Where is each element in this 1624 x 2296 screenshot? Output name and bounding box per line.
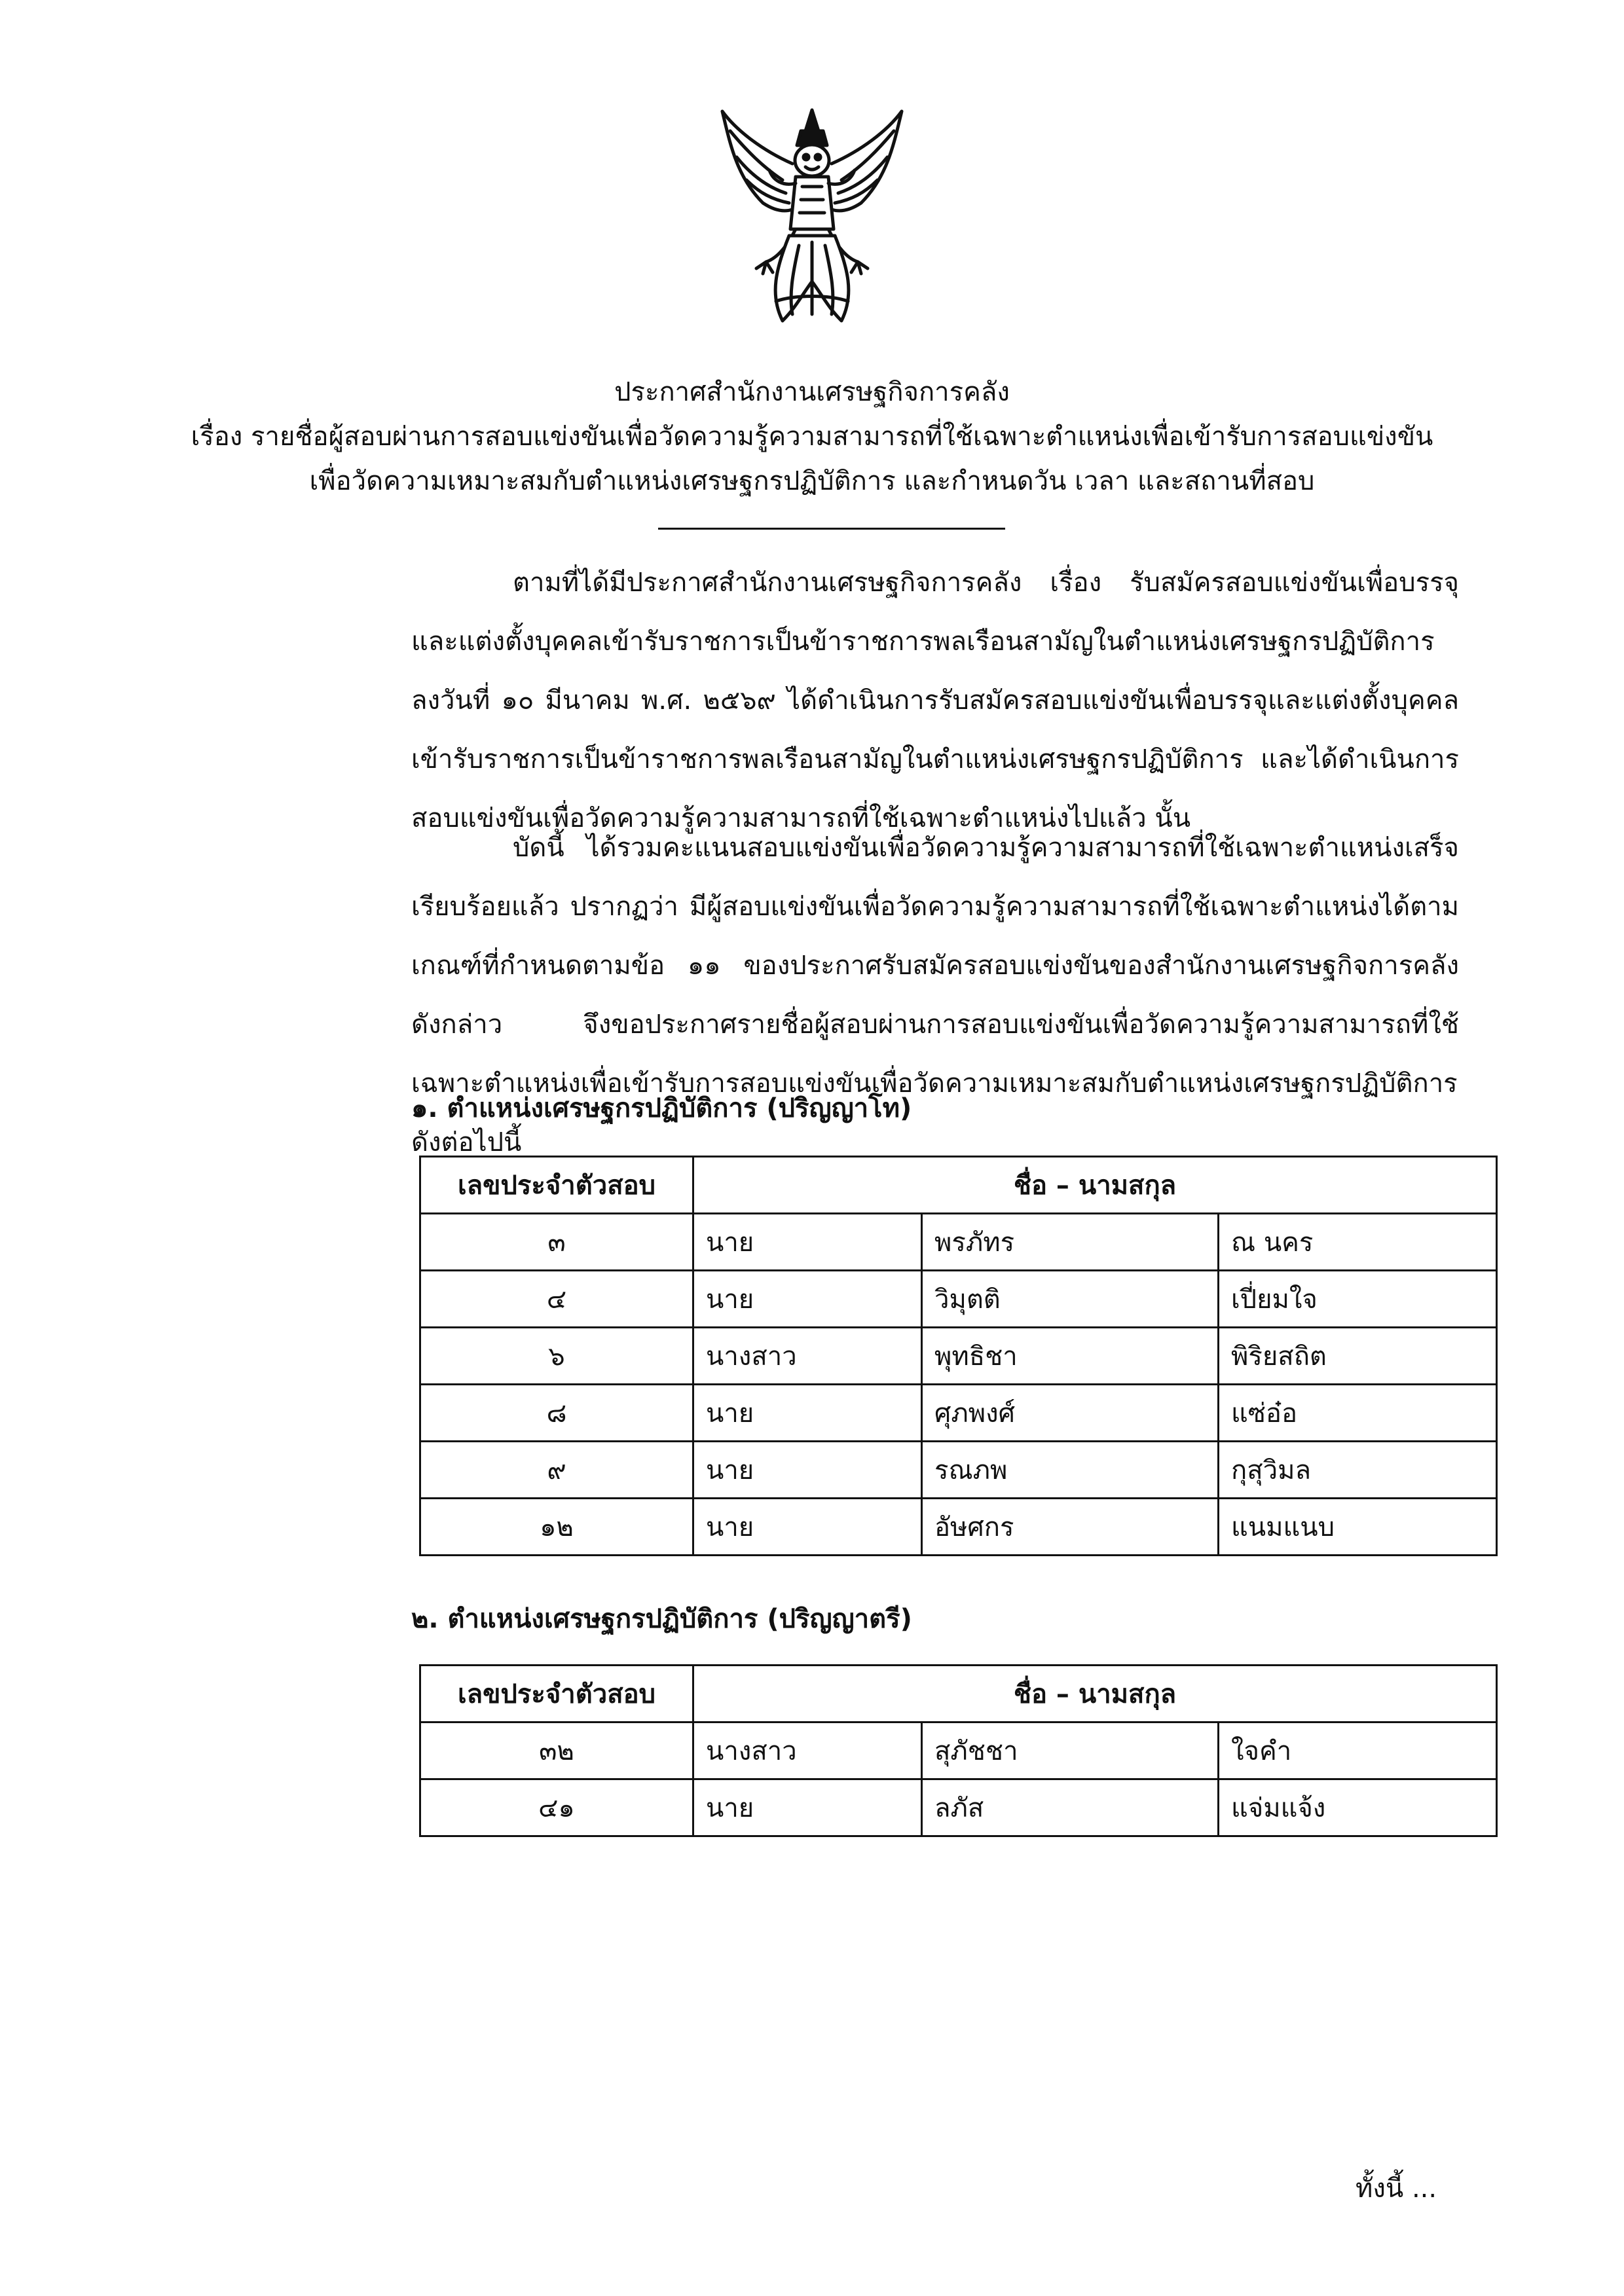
first-name-cell: วิมุตติ	[922, 1271, 1219, 1328]
table-header-row	[420, 1157, 1497, 1214]
table-row	[420, 1442, 1497, 1499]
header-divider	[658, 528, 1005, 530]
first-name-cell: พุทธิชา	[922, 1328, 1219, 1385]
name-title-cell: นางสาว	[693, 1722, 922, 1779]
table-row	[420, 1722, 1497, 1779]
name-title-cell: นาย	[693, 1214, 922, 1271]
first-name-cell: รณภพ	[922, 1442, 1219, 1499]
last-name-cell: เปี่ยมใจ	[1219, 1271, 1497, 1328]
first-name-cell: อัษศกร	[922, 1499, 1219, 1556]
exam-id-cell: ๑๒	[420, 1499, 693, 1556]
roster-table-masters	[419, 1156, 1498, 1556]
last-name-cell: ใจคำ	[1219, 1722, 1497, 1779]
announcement-header	[164, 370, 1460, 503]
body-paragraph-1: ตามที่ได้มีประกาศสำนักงานเศรษฐกิจการคลัง เรื่อง รับสมัครสอบแข่งขันเพื่อบรรจุและแต่งตั้งบุคคลเข้ารับราชการเป็นข้าราชการพลเรือนสามัญในตำแหน่งเศรษฐกรปฏิบัติการ ลงวันที่ ๑๐ มีนาคม พ.ศ. ๒๕๖๙ ได้ดำเนินการรับสมัครสอบแข่งขันเพื่อบรรจุและแต่งตั้งบุคคลเข้ารับราชการเป็นข้าราชการพลเรือนสามัญในตำแหน่งเศรษฐกรปฏิบัติการ และได้ดำเนินการสอบแข่งขันเพื่อวัดความรู้ความสามารถที่ใช้เฉพาะตำแหน่งไปแล้ว นั้น	[411, 568, 1459, 833]
last-name-cell: แจ่มแจ้ง	[1219, 1779, 1497, 1836]
exam-id-cell: ๙	[420, 1442, 693, 1499]
table-row	[420, 1271, 1497, 1328]
roster-table-bachelors	[419, 1664, 1498, 1837]
header-exam-id: เลขประจำตัวสอบ	[420, 1666, 693, 1722]
first-name-cell: ศุภพงศ์	[922, 1385, 1219, 1442]
exam-id-cell: ๔	[420, 1271, 693, 1328]
section-title-masters: ๑. ตำแหน่งเศรษฐกรปฏิบัติการ (ปริญญาโท)	[411, 1093, 912, 1123]
header-exam-id: เลขประจำตัวสอบ	[420, 1157, 693, 1214]
announcement-subject: เรื่อง รายชื่อผู้สอบผ่านการสอบแข่งขันเพื่อวัดความรู้ความสามารถที่ใช้เฉพาะตำแหน่งเพื่อเข้ารับการสอบแข่งขัน	[191, 422, 1433, 452]
first-name-cell: ลภัส	[922, 1779, 1219, 1836]
name-title-cell: นาย	[693, 1385, 922, 1442]
last-name-cell: พิริยสถิต	[1219, 1328, 1497, 1385]
table-row	[420, 1499, 1497, 1556]
table-row	[420, 1328, 1497, 1385]
garuda-emblem-icon	[710, 105, 913, 334]
name-title-cell: นาย	[693, 1499, 922, 1556]
exam-id-cell: ๘	[420, 1385, 693, 1442]
last-name-cell: กุสุวิมล	[1219, 1442, 1497, 1499]
exam-id-cell: ๓๒	[420, 1722, 693, 1779]
table-row	[420, 1779, 1497, 1836]
name-title-cell: นาย	[693, 1442, 922, 1499]
header-full-name: ชื่อ – นามสกุล	[693, 1157, 1497, 1214]
first-name-cell: พรภัทร	[922, 1214, 1219, 1271]
exam-id-cell: ๓	[420, 1214, 693, 1271]
body-paragraph-2: บัดนี้ ได้รวมคะแนนสอบแข่งขันเพื่อวัดความรู้ความสามารถที่ใช้เฉพาะตำแหน่งเสร็จเรียบร้อยแล้ว ปรากฏว่า มีผู้สอบแข่งขันเพื่อวัดความรู้ความสามารถที่ใช้เฉพาะตำแหน่งได้ตามเกณฑ์ที่กำหนดตามข้อ ๑๑ ของประกาศรับสมัครสอบแข่งขันของสำนักงานเศรษฐกิจการคลังดังกล่าว จึงขอประกาศรายชื่อผู้สอบผ่านการสอบแข่งขันเพื่อวัดความรู้ความสามารถที่ใช้เฉพาะตำแหน่งเพื่อเข้ารับการสอบแข่งขันเพื่อวัดความเหมาะสมกับตำแหน่งเศรษฐกรปฏิบัติการ ดังต่อไปนี้	[411, 833, 1459, 1157]
last-name-cell: ณ นคร	[1219, 1214, 1497, 1271]
table-header-row	[420, 1666, 1497, 1722]
exam-id-cell: ๖	[420, 1328, 693, 1385]
name-title-cell: นางสาว	[693, 1328, 922, 1385]
announcement-issuer: ประกาศสำนักงานเศรษฐกิจการคลัง	[614, 377, 1010, 407]
exam-id-cell: ๔๑	[420, 1779, 693, 1836]
last-name-cell: แซ่อ๋อ	[1219, 1385, 1497, 1442]
last-name-cell: แนมแนบ	[1219, 1499, 1497, 1556]
name-title-cell: นาย	[693, 1271, 922, 1328]
table-row	[420, 1385, 1497, 1442]
name-title-cell: นาย	[693, 1779, 922, 1836]
table-row	[420, 1214, 1497, 1271]
first-name-cell: สุภัชชา	[922, 1722, 1219, 1779]
page-continuation: ทั้งนี้ ...	[1356, 2174, 1437, 2204]
header-full-name: ชื่อ – นามสกุล	[693, 1666, 1497, 1722]
section-title-bachelors: ๒. ตำแหน่งเศรษฐกรปฏิบัติการ (ปริญญาตรี)	[411, 1604, 912, 1634]
announcement-subject-continued: เพื่อวัดความเหมาะสมกับตำแหน่งเศรษฐกรปฏิบัติการ และกำหนดวัน เวลา และสถานที่สอบ	[309, 466, 1315, 496]
